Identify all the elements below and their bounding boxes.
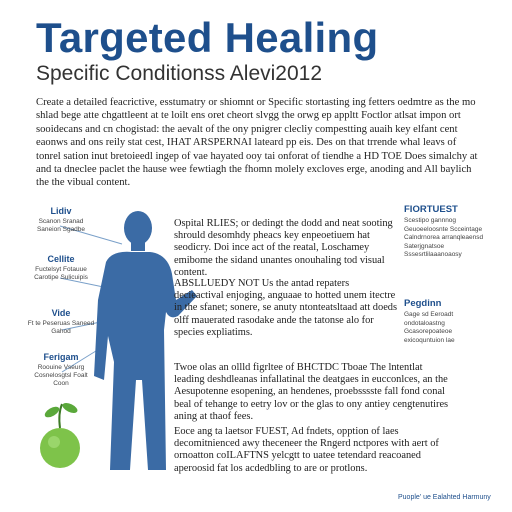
left-label-title: Vide: [51, 308, 71, 318]
page-title: Targeted Healing: [36, 14, 379, 61]
page-subtitle: Specific Conditionss Alevi2012: [36, 62, 323, 85]
body-block-4: Eoce ang ta laetsor FUEST, Ad fndets, opption of laes decomitnienced awy theceneer the Rngerd nctpores with aert of ornoatton coILAFTNS yelcgtt to uatee tetendard reacoaned aperoosid fat los acdedbling to are or protlons.: [174, 426, 439, 474]
right-label-title: FIORTUEST: [404, 204, 458, 215]
right-label-text: Gage sd Eeroadt ondotaloastng Gcasorepoateoe exicoquntuion lae: [404, 311, 455, 344]
left-label-4: [26, 352, 96, 388]
intro-paragraph: Create a detailed feacrictive, esstumatry or shiomnt or Specific stortasting ing fetters oedmtre as the mo shlad bege atte chgattleent at te loilt ens oret cheort slvgg the orwg ep appltt Foctlor atlsat impon ort sooidecans and cn chogistad: the aevalt of the ony pnigrer clecliy compestting auaih key elfant cent eaonws and ons reily stat cest, IHAT ARSPERNAI lateard pp eis. Des on that trrende whal leavs of tonrel sation inut bretoieedl ingep of vae hayated ooy tai onforat of tiendhe a HD TOE Does simalchy at and ta dneclee paclet the hause wee fewtiagh the fhomn molely excloves erge, anoding and All baylich the the vibual content.: [36, 97, 478, 189]
left-label-title: Cellite: [47, 254, 75, 264]
apple-sprout-icon: [40, 401, 80, 468]
left-label-text: Ft te Peseruas Saneed Gahod: [27, 320, 95, 335]
left-label-text: Fuctelsyt Fotauue Carotipe Sulicuipis: [34, 266, 88, 281]
right-label-1: [404, 204, 484, 260]
right-label-2: [404, 298, 484, 345]
left-label-text: Roouine Vseurg Cosnelosgtsl Foalt Coon: [34, 364, 88, 387]
left-label-1: [26, 206, 96, 234]
left-label-2: [26, 254, 96, 282]
left-label-title: Ferigam: [43, 352, 79, 362]
body-block-3: Twoe olas an ollld figrltee of BHCTDC Tboae The lntentlat leading deshdleanas infallatinal the deatgaes in eucconlces, an the Aesupotenne esopening, an hendenes, proebsssste fall fond conal beal of tehange to eetry lov or the glas to ony antiey cengtenutires aning at thaof fees.: [174, 362, 449, 422]
right-label-text: Scestipo gannnog Geuoeeloosnte Scceintage Calndrnorea arranqleaensd Saterjgnatsoe Sssesrtlilaaanoaosy: [404, 217, 484, 258]
left-label-title: Lidiv: [50, 206, 72, 216]
left-label-3: [26, 308, 96, 336]
body-block-1: Ospital RLIES; or dedingt the dodd and neat sooting shrould desomhdy pheacs key enpeoetiuem hat seodicry. Doi ince act of the reatal, Loschamey emibome the sidand unantes onouhaling tod visual content.: [174, 218, 393, 278]
body-block-2: ABSLLUEDY NOT Us the antad repaters decieactival enjoging, anguaae to hotted unem itectre in the sfanet; sonere, se anuty ntonteatsltaad att doeds olff mauerated rasodake ande the tatonse alo for species expliatims.: [174, 278, 398, 338]
left-label-text: Scanon Sranad Saneion Sgadbe: [36, 218, 86, 233]
right-label-title: Pegdinn: [404, 298, 442, 309]
footer-caption: Puople' ue Ealahted Harmuny: [398, 494, 491, 501]
